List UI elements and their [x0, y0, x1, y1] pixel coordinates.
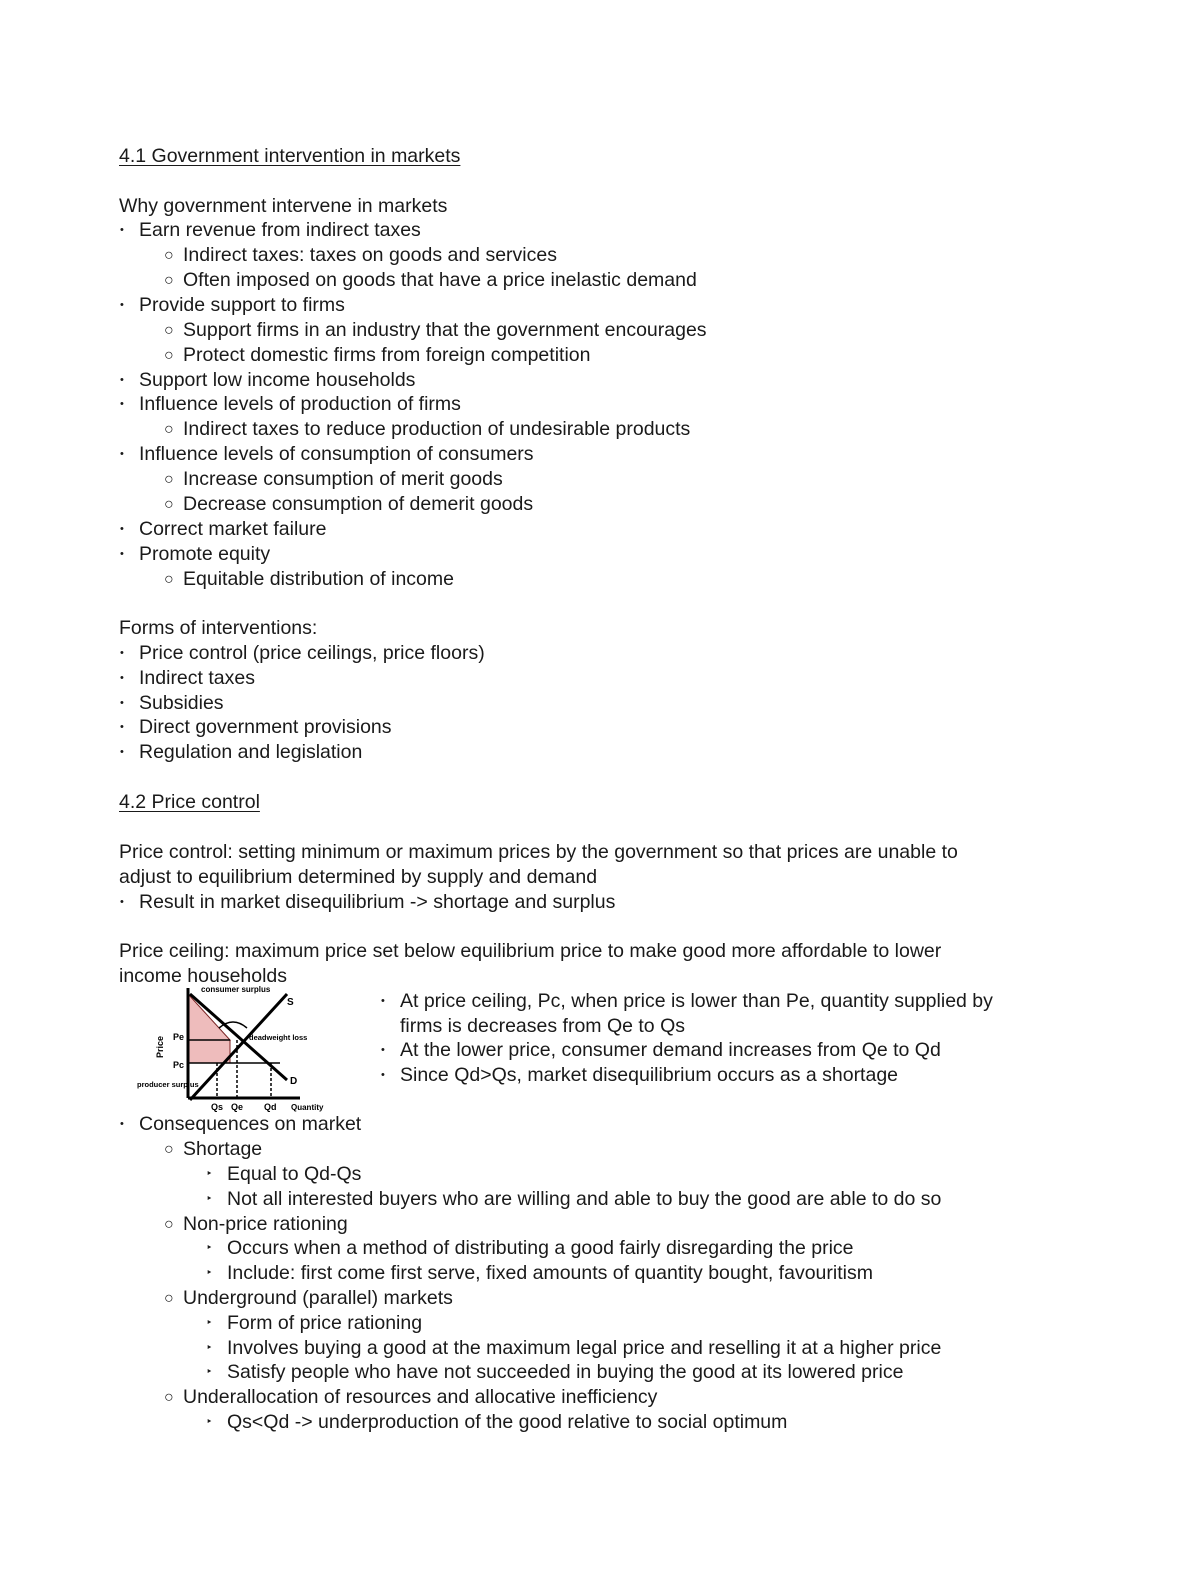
list-subitem: Indirect taxes: taxes on goods and services: [183, 244, 557, 266]
circle-bullet-icon: ○: [164, 1216, 174, 1233]
bullet-icon: •: [120, 398, 124, 410]
producer-surplus-label: producer surplus: [137, 1080, 199, 1089]
why-intervene-title: Why government intervene in markets: [119, 195, 448, 217]
diagram-note: firms is decreases from Qe to Qs: [400, 1015, 685, 1037]
deadweight-loss-label: deadweight loss: [249, 1033, 308, 1042]
bullet-icon: •: [120, 224, 124, 236]
list-item: Influence levels of consumption of consumers: [139, 443, 534, 465]
diagram-note: At the lower price, consumer demand increases from Qe to Qd: [400, 1039, 941, 1061]
list-item: Provide support to firms: [139, 294, 345, 316]
bullet-icon: •: [120, 1118, 124, 1130]
list-item: Promote equity: [139, 543, 271, 565]
price-axis-label: Price: [155, 1035, 165, 1058]
bullet-icon: •: [120, 374, 124, 386]
bullet-icon: •: [381, 1069, 385, 1081]
list-item: Influence levels of production of firms: [139, 393, 461, 415]
bullet-icon: •: [120, 647, 124, 659]
triangle-bullet-icon: ‣: [206, 1317, 213, 1329]
circle-bullet-icon: ○: [164, 1290, 174, 1307]
bullet-icon: •: [381, 1044, 385, 1056]
list-item: Indirect taxes: [139, 667, 255, 689]
list-subitem: Indirect taxes to reduce production of undesirable products: [183, 418, 691, 440]
circle-bullet-icon: ○: [164, 347, 174, 364]
list-item: Price control (price ceilings, price floors): [139, 642, 485, 664]
s-label: S: [287, 997, 294, 1008]
consumer-surplus-label: consumer surplus: [201, 985, 271, 994]
circle-bullet-icon: ○: [164, 421, 174, 438]
list-subsubitem: Include: first come first serve, fixed amounts of quantity bought, favouritism: [227, 1262, 873, 1284]
price-ceiling-diagram: [135, 980, 350, 1115]
qs-label: Qs: [211, 1102, 224, 1112]
circle-bullet-icon: ○: [164, 1141, 174, 1158]
bullet-icon: •: [120, 448, 124, 460]
section-heading-4-1: 4.1 Government intervention in markets: [119, 145, 461, 167]
list-subitem: Underground (parallel) markets: [183, 1287, 453, 1309]
bullet-icon: •: [120, 697, 124, 709]
list-subsubitem: Occurs when a method of distributing a good fairly disregarding the price: [227, 1237, 854, 1259]
pc-label: Pc: [173, 1060, 185, 1070]
list-item: Direct government provisions: [139, 716, 392, 738]
circle-bullet-icon: ○: [164, 1389, 174, 1406]
triangle-bullet-icon: ‣: [206, 1416, 213, 1428]
diagram-note: Since Qd>Qs, market disequilibrium occurs as a shortage: [400, 1064, 899, 1086]
circle-bullet-icon: ○: [164, 322, 174, 339]
list-subsubitem: Involves buying a good at the maximum legal price and reselling it at a higher price: [227, 1337, 942, 1359]
list-subsubitem: Qs<Qd -> underproduction of the good relative to social optimum: [227, 1411, 788, 1433]
list-item: Result in market disequilibrium -> shortage and surplus: [139, 891, 616, 913]
bullet-icon: •: [120, 672, 124, 684]
paragraph-line: income households: [119, 965, 288, 987]
bullet-icon: •: [120, 746, 124, 758]
list-subsubitem: Form of price rationing: [227, 1312, 423, 1334]
list-subitem: Increase consumption of merit goods: [183, 468, 503, 490]
bullet-icon: •: [120, 721, 124, 733]
paragraph-line: adjust to equilibrium determined by supply and demand: [119, 866, 598, 888]
list-subitem: Support firms in an industry that the government encourages: [183, 319, 707, 341]
circle-bullet-icon: ○: [164, 571, 174, 588]
list-item: Subsidies: [139, 692, 224, 714]
list-item: Correct market failure: [139, 518, 327, 540]
list-subitem: Equitable distribution of income: [183, 568, 454, 590]
paragraph-line: Price ceiling: maximum price set below equilibrium price to make good more affordable to lower: [119, 940, 942, 962]
triangle-bullet-icon: ‣: [206, 1168, 213, 1180]
list-subsubitem: Equal to Qd-Qs: [227, 1163, 362, 1185]
list-subitem: Often imposed on goods that have a price inelastic demand: [183, 269, 697, 291]
bullet-icon: •: [120, 523, 124, 535]
list-subitem: Protect domestic firms from foreign competition: [183, 344, 591, 366]
list-item: Regulation and legislation: [139, 741, 363, 763]
consumer-surplus-area: [188, 994, 230, 1040]
paragraph-line: Price control: setting minimum or maximum prices by the government so that prices are unable to: [119, 841, 958, 863]
circle-bullet-icon: ○: [164, 496, 174, 513]
list-subitem: Decrease consumption of demerit goods: [183, 493, 534, 515]
diagram-note: At price ceiling, Pc, when price is lower than Pe, quantity supplied by: [400, 990, 993, 1012]
list-item: Consequences on market: [139, 1113, 362, 1135]
pe-label: Pe: [173, 1032, 185, 1042]
triangle-bullet-icon: ‣: [206, 1342, 213, 1354]
triangle-bullet-icon: ‣: [206, 1366, 213, 1378]
section-heading-4-2: 4.2 Price control: [119, 791, 260, 813]
circle-bullet-icon: ○: [164, 471, 174, 488]
bullet-icon: •: [120, 299, 124, 311]
d-label: D: [290, 1076, 298, 1087]
list-subitem: Shortage: [183, 1138, 263, 1160]
transfer-area: [188, 1040, 230, 1063]
qd-label: Qd: [264, 1102, 277, 1112]
list-item: Earn revenue from indirect taxes: [139, 219, 421, 241]
list-subitem: Underallocation of resources and allocative inefficiency: [183, 1386, 658, 1408]
list-subsubitem: Not all interested buyers who are willing and able to buy the good are able to do so: [227, 1188, 942, 1210]
quantity-axis-label: Quantity: [291, 1103, 324, 1112]
forms-title: Forms of interventions:: [119, 617, 318, 639]
circle-bullet-icon: ○: [164, 247, 174, 264]
bullet-icon: •: [120, 896, 124, 908]
triangle-bullet-icon: ‣: [206, 1193, 213, 1205]
qe-label: Qe: [231, 1102, 244, 1112]
circle-bullet-icon: ○: [164, 272, 174, 289]
bullet-icon: •: [381, 995, 385, 1007]
bullet-icon: •: [120, 548, 124, 560]
list-subsubitem: Satisfy people who have not succeeded in buying the good at its lowered price: [227, 1361, 904, 1383]
triangle-bullet-icon: ‣: [206, 1267, 213, 1279]
triangle-bullet-icon: ‣: [206, 1242, 213, 1254]
list-item: Support low income households: [139, 369, 416, 391]
list-subitem: Non-price rationing: [183, 1213, 348, 1235]
